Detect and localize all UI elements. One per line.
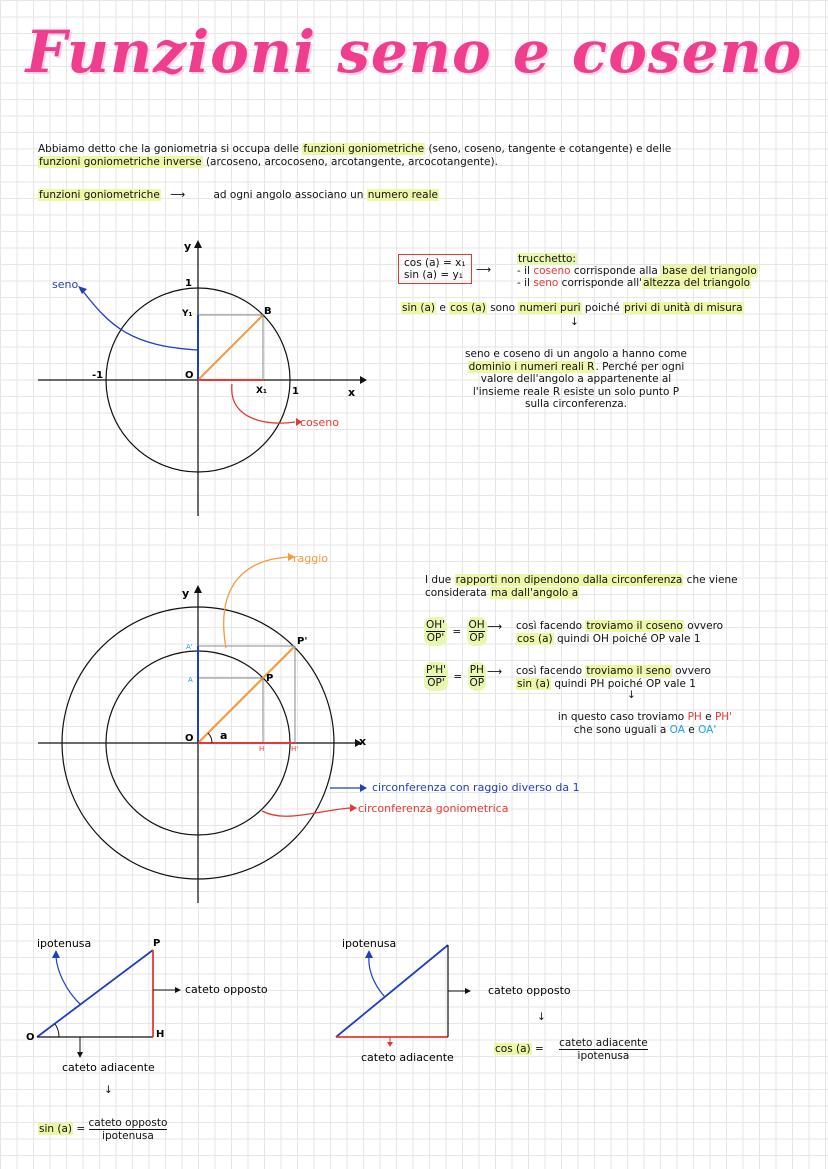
minus-one-label: -1: [92, 370, 104, 381]
pure-text: e: [436, 302, 450, 314]
seno-pointer: [82, 290, 198, 350]
ratio-text: così facendo: [516, 665, 586, 677]
point-h-label: H: [156, 1029, 165, 1040]
sin-fraction: [89, 1117, 168, 1142]
intro-text: Abbiamo detto che la goniometria si occupa delle: [38, 143, 303, 155]
equals-sign: =: [452, 625, 462, 638]
ratios-highlight: rapporti non dipendono dalla circonferenza: [455, 574, 683, 586]
domain-paragraph: [440, 348, 712, 411]
fraction-num: PH: [469, 664, 484, 676]
formulas-box: [398, 254, 472, 284]
trick-highlight: altezza del triangolo: [643, 277, 751, 289]
y-label: y: [184, 240, 192, 253]
x-label: x: [359, 735, 367, 748]
trick-box: [517, 253, 758, 289]
fraction-den: OP': [427, 677, 445, 689]
point-a-label: A: [188, 676, 193, 684]
pure-text: sin (a): [402, 302, 436, 314]
fraction-den: OP: [469, 677, 485, 689]
fraction-num: cateto opposto: [88, 1117, 168, 1129]
trick-text: - il: [517, 265, 534, 277]
case-paragraph: [520, 711, 770, 737]
domain-line: l'insieme reale R esiste un solo punto P: [472, 385, 680, 398]
cateto-opposto-label: cateto opposto: [488, 984, 571, 997]
domain-line: valore dell'angolo a appartenente al: [480, 373, 672, 385]
ratio-sin-text: [516, 665, 711, 690]
intro-highlight: funzioni goniometriche: [303, 143, 425, 155]
equals-sign: =: [453, 670, 463, 683]
domain-line: [440, 361, 712, 374]
point-b-label: B: [264, 306, 272, 317]
arrow-down-icon: ↓: [570, 316, 579, 328]
one-y-label: 1: [185, 278, 192, 289]
fraction-num: OH: [468, 619, 485, 631]
trick-highlight: base del triangolo: [662, 265, 757, 277]
domain-line: seno e coseno di un angolo a hanno come: [465, 348, 687, 360]
circ-gon-arrow-icon: [350, 804, 357, 812]
point-a-prime-label: A': [186, 643, 193, 651]
trick-text: corrisponde all': [558, 277, 643, 289]
seno-label: seno: [52, 278, 79, 291]
ratio-highlight: troviamo il coseno: [586, 620, 683, 632]
opp-arrow-icon: [465, 988, 471, 994]
raggio-pointer: [224, 557, 288, 648]
cos-label: cos (a): [495, 1043, 531, 1055]
fraction-den: OP: [469, 632, 484, 644]
seno-arrow-icon: [78, 286, 87, 294]
definition-text: ad ogni angolo associano un: [213, 189, 367, 201]
circ-gon-pointer: [262, 808, 350, 816]
case-oa-prime: OA': [698, 724, 717, 736]
origin-label: O: [185, 370, 194, 381]
y-label: y: [182, 587, 190, 600]
circ-diff-label: circonferenza con raggio diverso da 1: [372, 781, 580, 794]
fraction-num: cateto adiacente: [559, 1037, 648, 1049]
arrow-down-icon: ↓: [104, 1084, 113, 1096]
ratio-cos-text: [516, 620, 723, 645]
ratio-sin-row: [424, 662, 486, 691]
ratios-intro: [425, 574, 738, 599]
fraction-den: OP': [426, 632, 445, 644]
fraction-num: OH': [426, 619, 446, 631]
y1-label: Y₁: [182, 309, 193, 319]
arrow-right-icon: ⟶: [487, 621, 503, 633]
triangle-sine-diagram: [25, 930, 295, 1080]
hyp-pointer: [369, 957, 385, 997]
ratio-highlight: troviamo il seno: [586, 665, 671, 677]
y-axis-arrow-icon: [194, 585, 202, 593]
angle-arc: [208, 733, 212, 743]
definition-label: funzioni goniometriche: [39, 189, 160, 201]
radius-op-prime: [198, 646, 295, 743]
opp-arrow-icon: [175, 987, 181, 993]
ratio-text: ovvero: [671, 665, 711, 677]
trick-text: corrisponde alla: [570, 265, 662, 277]
domain-line: sulla circonferenza.: [524, 398, 627, 410]
circ-diff-arrow-icon: [360, 784, 367, 792]
equals-sign: =: [534, 1043, 544, 1055]
angle-alpha-label: a: [220, 729, 228, 742]
hyp-arrow-icon: [52, 950, 60, 958]
fraction-oh: [467, 617, 487, 646]
intro-line-1: [38, 143, 671, 156]
ratio-cos-row: [424, 617, 487, 646]
trick-title: trucchetto:: [518, 253, 576, 265]
intro-highlight: funzioni goniometriche inverse: [39, 156, 202, 168]
definition-row: [38, 189, 439, 202]
arrow-right-icon: ⟶: [476, 264, 492, 276]
x-label: x: [348, 386, 356, 399]
fraction-ph: [468, 662, 487, 691]
cos-fraction: [559, 1037, 648, 1062]
domain-text: . Perché per ogni: [595, 360, 685, 373]
arrow-down-icon: ↓: [537, 1011, 546, 1023]
sin-formula-row: [38, 1117, 167, 1142]
trick-text: - il: [517, 277, 534, 289]
adj-arrow-icon: [77, 1052, 83, 1058]
arrow-right-icon: ⟶: [487, 666, 503, 678]
cateto-adiacente-label: cateto adiacente: [62, 1061, 155, 1074]
ratios-text: che viene: [683, 574, 738, 586]
arrow-right-icon: ⟶: [170, 189, 186, 201]
arrow-down-icon: ↓: [627, 689, 636, 701]
page-title: Funzioni seno e coseno: [25, 18, 803, 86]
pure-text: numeri puri: [519, 302, 581, 314]
case-oa: OA: [669, 724, 685, 736]
coseno-label: coseno: [300, 416, 339, 429]
point-h-label: H: [259, 745, 265, 753]
one-x-label: 1: [292, 386, 299, 397]
case-text: e: [684, 724, 699, 736]
cateto-opposto-label: cateto opposto: [185, 983, 268, 996]
case-ph: PH: [687, 711, 702, 723]
pure-text: cos (a): [450, 302, 486, 314]
trick-coseno: coseno: [533, 265, 571, 277]
ratio-text: quindi OH poiché OP vale 1: [553, 632, 701, 645]
circ-gon-label: circonferenza goniometrica: [358, 802, 509, 815]
ratio-text: così facendo: [516, 620, 586, 632]
x-axis-arrow-icon: [360, 376, 367, 384]
point-h-prime-label: H': [291, 745, 299, 753]
intro-text: (arcoseno, arcocoseno, arcotangente, arcocotangente).: [202, 156, 498, 168]
x1-label: X₁: [256, 386, 267, 396]
ipotenusa-label: ipotenusa: [342, 937, 397, 950]
origin-label: O: [185, 733, 194, 744]
radius-ob: [198, 315, 263, 380]
point-p-label: P: [153, 938, 161, 949]
ratio-highlight: cos (a): [517, 632, 553, 645]
fraction-num: P'H': [426, 664, 447, 676]
cos-formula-row: [494, 1037, 648, 1062]
fraction-den: ipotenusa: [102, 1130, 154, 1142]
unit-circle-diagram: [30, 236, 380, 521]
definition-highlight: numero reale: [367, 189, 438, 201]
cos-formula: cos (a) = x₁: [404, 257, 466, 269]
case-text: in questo caso troviamo: [557, 711, 688, 723]
fraction-ph-prime: [424, 662, 448, 691]
hypotenuse: [336, 945, 448, 1037]
ratio-text: ovvero: [683, 620, 724, 632]
ratios-text: considerata: [425, 586, 491, 599]
angle-arc: [55, 1024, 59, 1037]
trick-seno: seno: [533, 277, 559, 289]
case-ph-prime: PH': [714, 711, 733, 723]
point-p-label: P: [266, 673, 274, 684]
domain-highlight: dominio i numeri reali R: [468, 360, 595, 373]
case-text: e: [701, 711, 715, 723]
fraction-den: ipotenusa: [577, 1050, 630, 1062]
ratio-highlight: sin (a): [517, 677, 551, 690]
cateto-adiacente-label: cateto adiacente: [361, 1051, 454, 1064]
pure-text: sono: [486, 302, 519, 314]
hypotenuse: [37, 950, 153, 1037]
raggio-label: raggio: [293, 552, 329, 565]
sin-formula: sin (a) = y₁: [404, 269, 463, 281]
equals-sign: =: [76, 1123, 86, 1135]
hyp-arrow-icon: [365, 950, 373, 958]
intro-text: (seno, coseno, tangente e cotangente) e delle: [425, 143, 672, 155]
trick-line-2: [517, 277, 758, 289]
pure-numbers-line: [401, 302, 744, 315]
hyp-pointer: [56, 957, 81, 1005]
ipotenusa-label: ipotenusa: [37, 937, 92, 950]
pure-text: poiché: [581, 302, 624, 314]
point-o-label: O: [26, 1032, 35, 1043]
trick-line-1: [517, 265, 758, 277]
ratios-text: I due: [425, 574, 455, 586]
adj-arrow-icon: [387, 1042, 393, 1047]
point-p-prime-label: P': [297, 636, 308, 647]
case-text: che sono uguali a: [573, 724, 670, 736]
y-axis-arrow-icon: [194, 240, 202, 248]
intro-line-2: [38, 156, 498, 169]
fraction-oh-prime: [424, 617, 447, 646]
ratio-text: quindi PH poiché OP vale 1: [551, 677, 696, 690]
sin-label: sin (a): [39, 1123, 73, 1135]
pure-text: privi di unità di misura: [624, 302, 743, 314]
ratios-highlight: ma dall'angolo a: [491, 586, 579, 599]
two-circles-diagram: [30, 545, 600, 910]
